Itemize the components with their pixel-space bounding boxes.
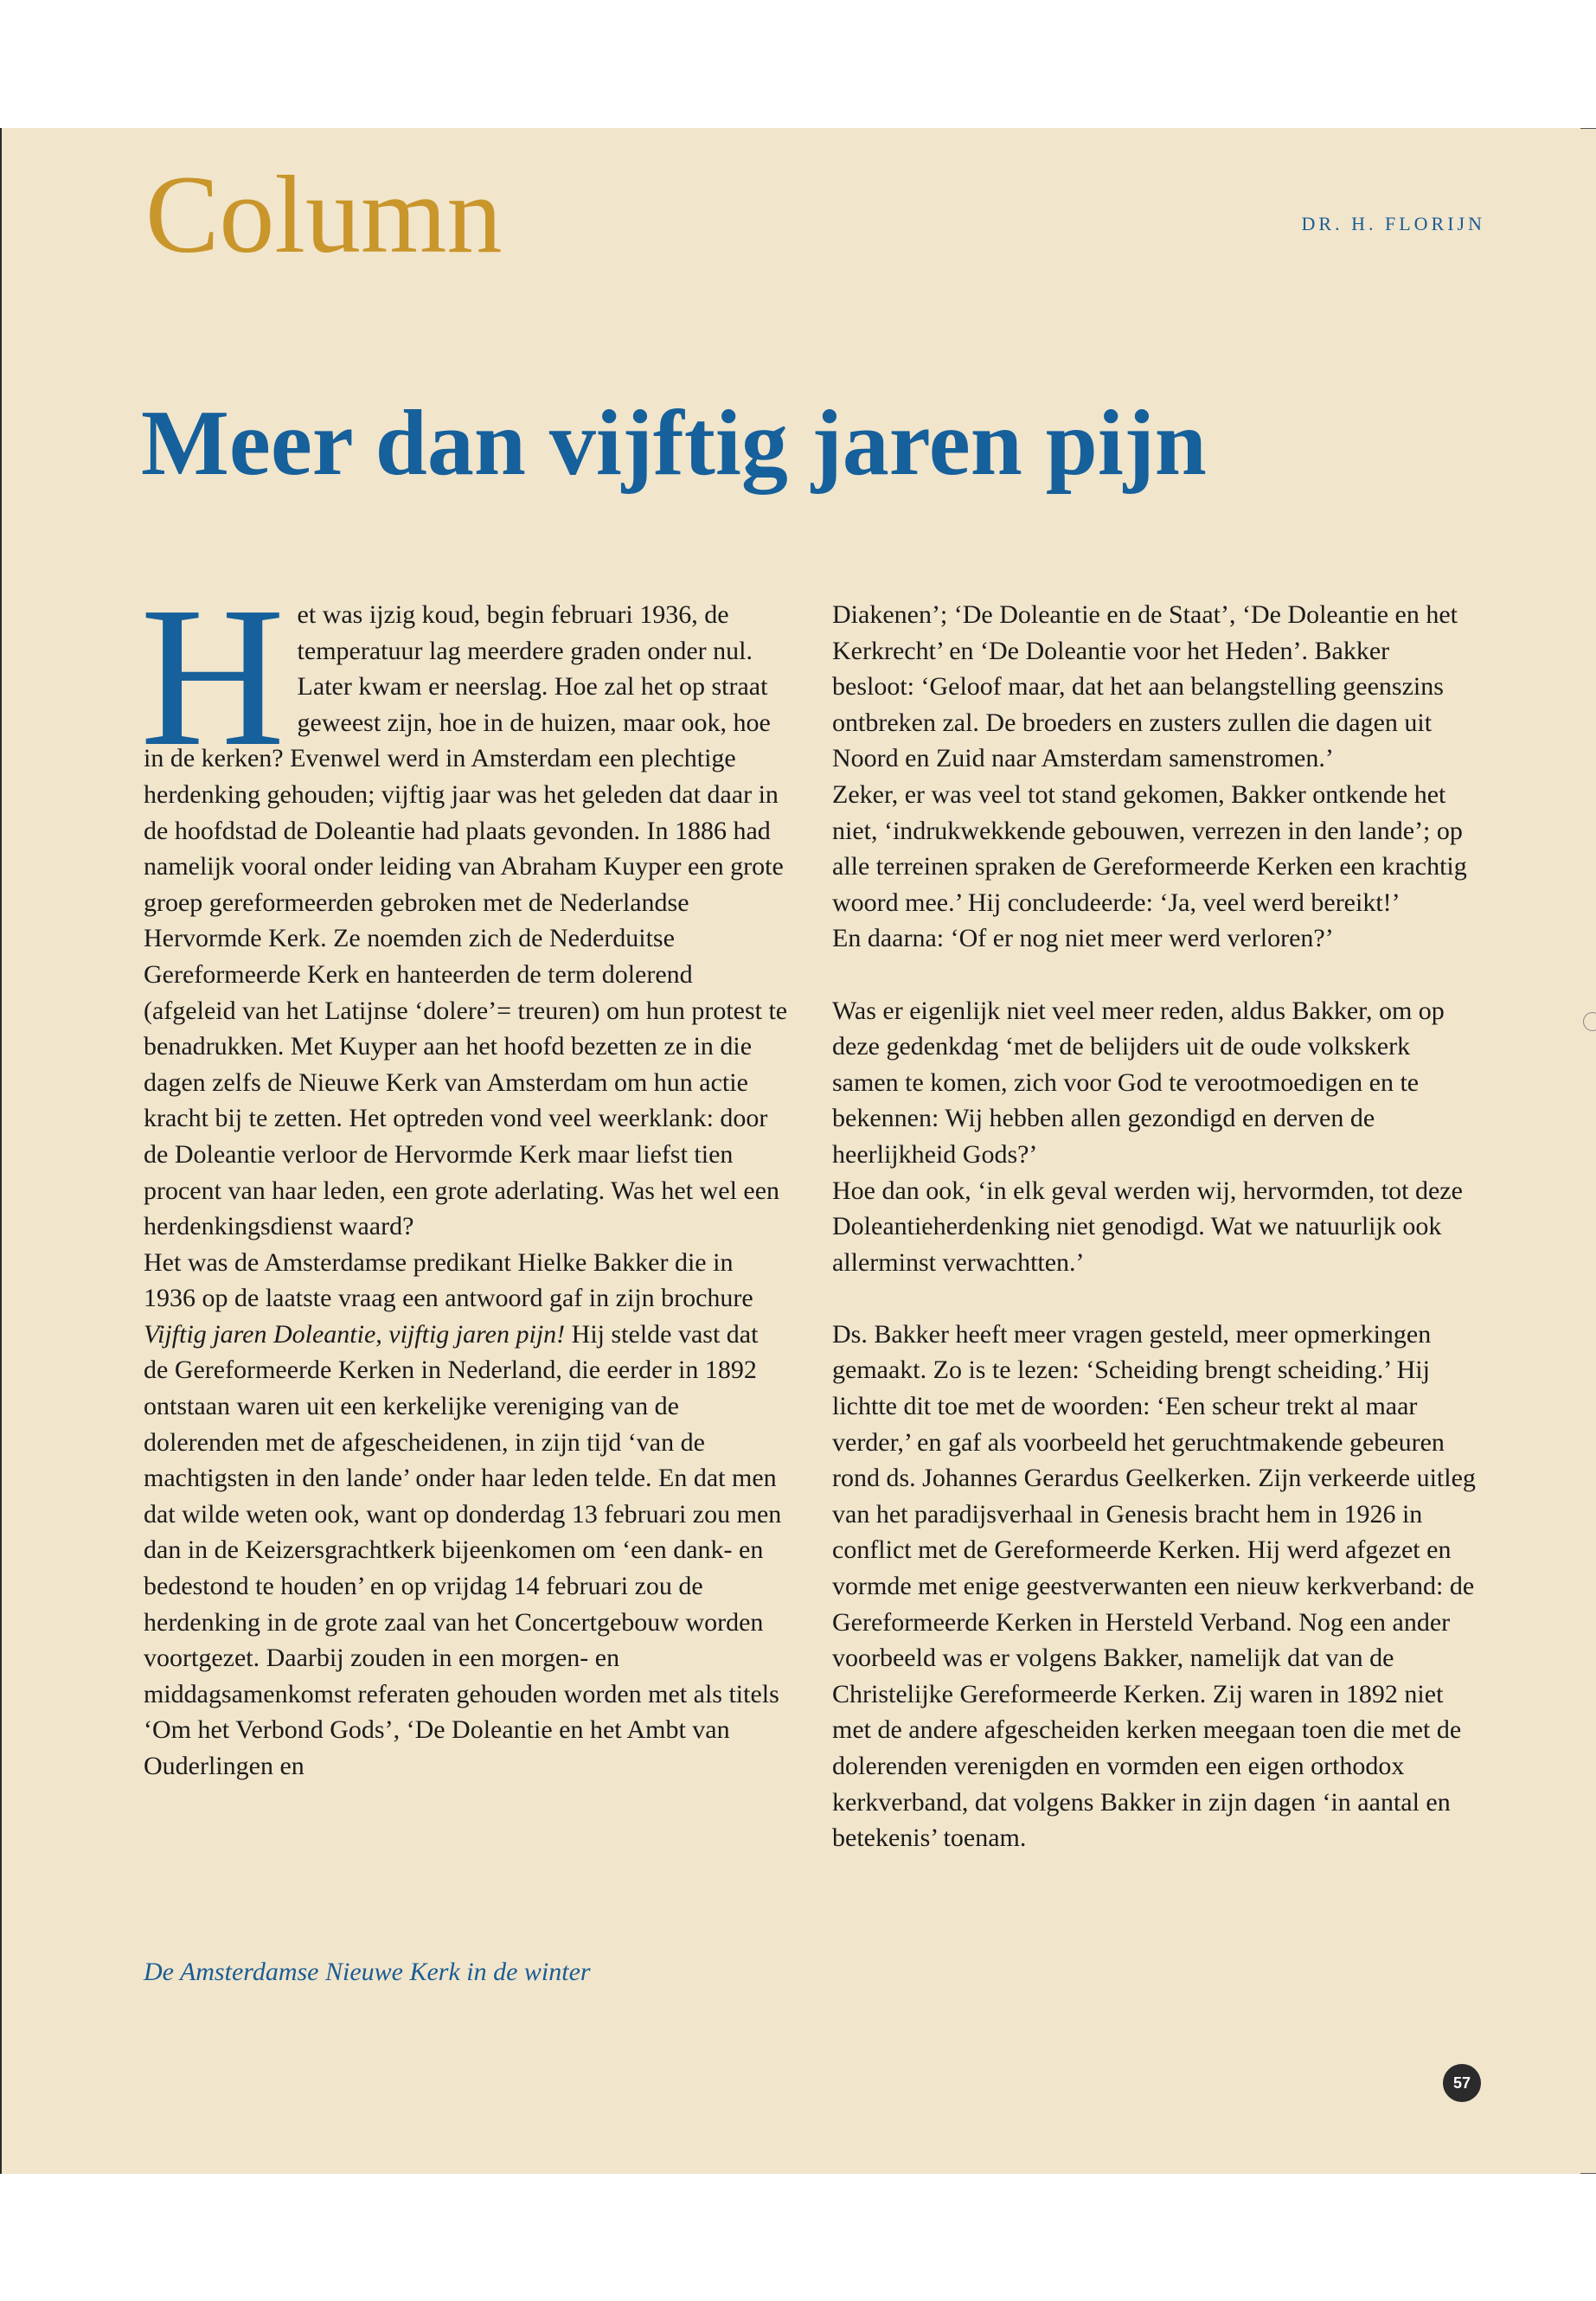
paragraph-text: Hij stelde vast dat de Gereformeerde Kerken in Nederland, die eerder in 1892 ontstaan waren uit een kerkelijke vereniging van de dolerenden met de afgescheidenen, in zijn tijd ‘van de machtigsten in den lande’ onder haar leden telde. En dat men dat wilde weten ook, want op donderdag 13 februari zou men dan in de Keizersgrachtkerk bijeenkomen om ‘een dank- en bedestond te houden’ en op vrijdag 14 februari zou de herdenking in de grote zaal van het Concertgebouw worden voortgezet. Daarbij zouden in een morgen- en middagsamenkomst referaten gehouden worden met als titels ‘Om het Verbond Gods’, ‘De Doleantie en het Ambt van Ouderlingen en [144,1319,782,1780]
text-column-right [832,597,1477,1856]
magazine-page [0,128,1596,2174]
section-label: Column [145,153,503,276]
brochure-title: Vijftig jaren Doleantie, vijftig jaren pijn! [144,1319,566,1349]
paragraph [144,1245,788,1785]
paragraph-text: Het was de Amsterdamse predikant Hielke Bakker die in 1936 op de laatste vraag een antwoord gaf in zijn brochure [144,1247,753,1313]
paragraph: Hoe dan ook, ‘in elk geval werden wij, hervormden, tot deze Doleantieherdenking niet genodigd. Wat we natuurlijk ook allerminst verwachtten.’ [832,1176,1463,1277]
paragraph: En daarna: ‘Of er nog niet meer werd verloren?’ [832,924,1334,953]
drop-cap: H [140,566,285,788]
paragraph: Zeker, er was veel tot stand gekomen, Bakker ontkende het niet, ‘indrukwekkende gebouwen, verrezen in den lande’; op alle terreinen spraken de Gereformeerde Kerken een krachtig woord mee.’ Hij concludeerde: ‘Ja, veel werd bereikt!’ [832,779,1467,917]
paragraph: Ds. Bakker heeft meer vragen gesteld, meer opmerkingen gemaakt. Zo is te lezen: ‘Scheiding brengt scheiding.’ Hij lichtte dit toe met de woorden: ‘Een scheur trekt al maar verder,’ en gaf als voorbeeld het geruchtmakende gebeuren rond ds. Johannes Gerardus Geelkerken. Zijn verkeerde uitleg van het paradijsverhaal in Genesis bracht hem in 1926 in conflict met de Gereformeerde Kerken. Hij werd afgezet en vormde met enige geestverwanten een nieuw kerkverband: de Gereformeerde Kerken in Hersteld Verband. Nog een ander voorbeeld was er volgens Bakker, namelijk dat van de Christelijke Gereformeerde Kerken. Zij waren in 1892 niet met de andere afgescheiden kerken meegaan toen die met de dolerenden verenigden en vormden een eigen orthodox kerkverband, dat volgens Bakker in zijn dagen ‘in aantal en betekenis’ toenam. [832,1319,1476,1853]
article-title: Meer dan vijftig jaren pijn [141,392,1207,495]
text-column-left [140,566,788,1785]
page-edge-rule [0,128,2,2174]
paragraph [140,566,788,1245]
paragraph-text: et was ijzig koud, begin februari 1936, de temperatuur lag meerdere graden onder nul. Later kwam er neerslag. Hoe zal het op straat geweest zijn, hoe in de huizen, maar ook, hoe in de kerken? Evenwel werd in Amsterdam een plechtige herdenking gehouden; vijftig jaar was het geleden dat daar in de hoofdstad de Doleantie had plaats gevonden. In 1886 had namelijk vooral onder leiding van Abraham Kuyper een grote groep gereformeerden gebroken met de Nederlandse Hervormde Kerk. Ze noemden zich de Nederduitse Gereformeerde Kerk en hanteerden de term dolerend (afgeleid van het Latijnse ‘dolere’= treuren) om hun protest te benadrukken. Met Kuyper aan het hoofd bezetten ze in die dagen zelfs de Nieuwe Kerk van Amsterdam om hun actie kracht bij te zetten. Het optreden vond veel weerklank: door de Doleantie verloor de Hervormde Kerk maar liefst tien procent van haar leden, een grote aderlating. Was het wel een herdenkingsdienst waard? [144,600,788,1241]
image-caption: De Amsterdamse Nieuwe Kerk in de winter [144,1958,591,1986]
page-number-badge: 57 [1443,2064,1481,2102]
crop-mark [1580,2173,1596,2174]
paragraph: Diakenen’; ‘De Doleantie en de Staat’, ‘De Doleantie en het Kerkrecht’ en ‘De Doleantie voor het Heden’. Bakker besloot: ‘Geloof maar, dat het aan belangstelling geenszins ontbreken zal. De broeders en zusters zullen die dagen uit Noord en Zuid naar Amsterdam samenstromen.’ [832,600,1458,773]
crop-mark [1580,128,1596,129]
registration-mark [1583,1012,1596,1031]
paragraph: Was er eigenlijk niet veel meer reden, aldus Bakker, om op deze gedenkdag ‘met de belijders uit de oude volkskerk samen te komen, zich voor God te verootmoedigen en te bekennen: Wij hebben allen gezondigd en derven de heerlijkheid Gods?’ [832,996,1445,1169]
author-byline: DR. H. FLORIJN [1301,213,1485,234]
